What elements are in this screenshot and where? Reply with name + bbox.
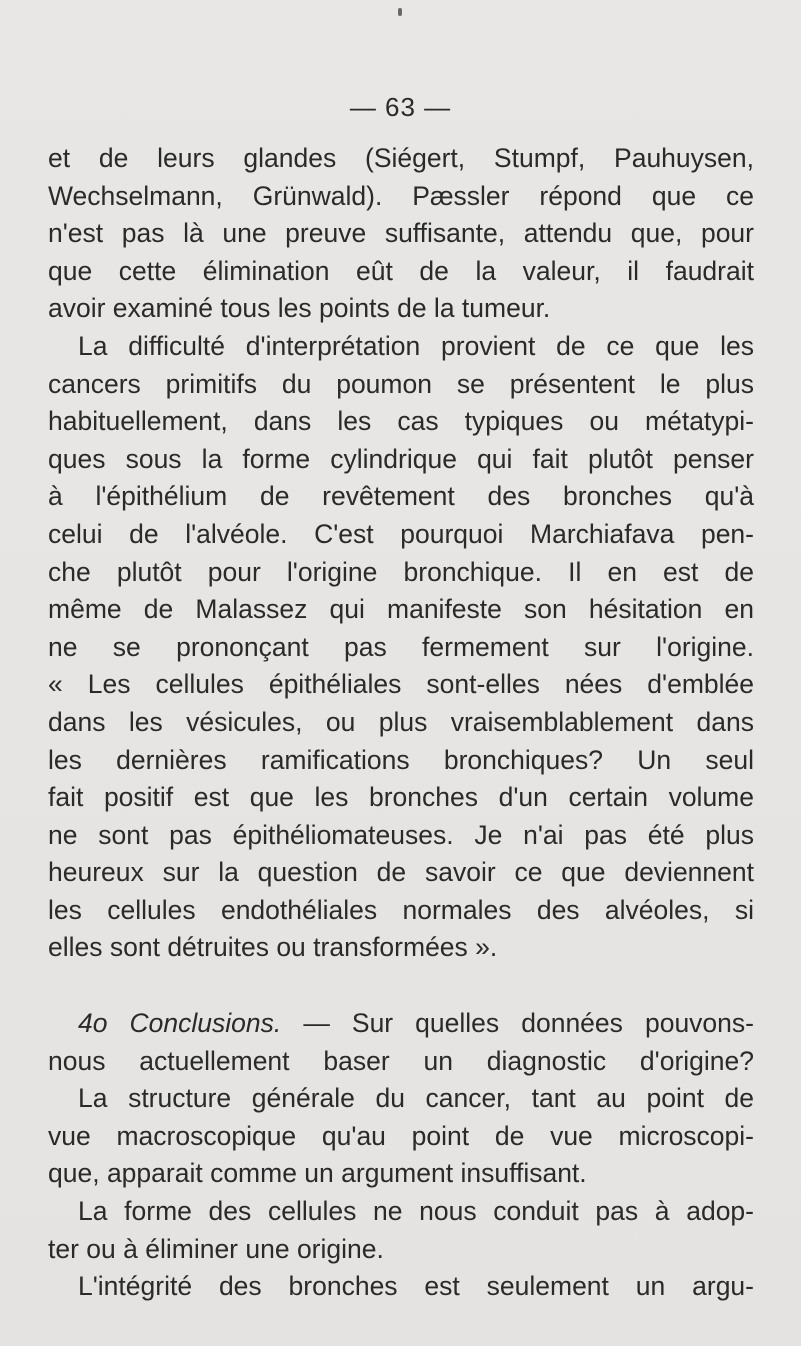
text-line: avoir examiné tous les points de la tumeur. bbox=[48, 293, 551, 324]
text-line: cancers primitifs du poumon se présentent le plus bbox=[48, 368, 754, 399]
body-text bbox=[48, 140, 754, 1306]
text-line: ne se prononçant pas fermement sur l'origine. bbox=[48, 631, 754, 662]
text-line: La forme des cellules ne nous conduit pas à adop- bbox=[78, 1196, 754, 1227]
text-line: que cette élimination eût de la valeur, il faudrait bbox=[48, 255, 754, 286]
text-line: Wechselmann, Grünwald). Pæssler répond que ce bbox=[48, 180, 754, 211]
text-line: et de leurs glandes (Siégert, Stumpf, Pauhuysen, bbox=[48, 143, 754, 173]
text-line: che plutôt pour l'origine bronchique. Il en est de bbox=[48, 556, 754, 587]
text-line: celui de l'alvéole. C'est pourquoi Marchiafava pen- bbox=[48, 518, 754, 549]
text-line: même de Malassez qui manifeste son hésitation en bbox=[48, 594, 754, 625]
text-line: vue macroscopique qu'au point de vue microscopi- bbox=[48, 1120, 754, 1151]
text-line: que, apparait comme un argument insuffisant. bbox=[48, 1158, 587, 1189]
text-line: La structure générale du cancer, tant au point de bbox=[78, 1083, 754, 1114]
text-line: les cellules endothéliales normales des alvéoles, si bbox=[48, 894, 754, 925]
text-line: « Les cellules épithéliales sont-elles nées d'emblée bbox=[48, 669, 754, 700]
section-heading-rest: — Sur quelles données pouvons- bbox=[303, 1008, 754, 1039]
print-speck bbox=[398, 8, 402, 16]
text-line: ter ou à éliminer une origine. bbox=[48, 1233, 384, 1264]
text-line: n'est pas là une preuve suffisante, attendu que, pour bbox=[48, 218, 754, 249]
text-line: heureux sur la question de savoir ce que deviennent bbox=[48, 857, 754, 888]
paragraph-gap bbox=[48, 967, 754, 1005]
text-line: ne sont pas épithéliomateuses. Je n'ai pas été plus bbox=[48, 819, 754, 850]
section-heading-line bbox=[48, 1005, 754, 1043]
paragraph bbox=[48, 140, 754, 328]
paragraph bbox=[48, 328, 754, 967]
text-line: fait positif est que les bronches d'un certain volume bbox=[48, 782, 754, 813]
section-number: 4o bbox=[78, 1008, 108, 1039]
text-line: nous actuellement baser un diagnostic d'origine? bbox=[48, 1045, 754, 1076]
text-line: ques sous la forme cylindrique qui fait plutôt penser bbox=[48, 443, 754, 474]
section-title: Conclusions. bbox=[129, 1008, 282, 1039]
paragraph bbox=[48, 1005, 754, 1306]
text-line: dans les vésicules, ou plus vraisemblablement dans bbox=[48, 706, 754, 737]
text-line: habituellement, dans les cas typiques ou métatypi- bbox=[48, 406, 754, 437]
text-line: La difficulté d'interprétation provient de ce que les bbox=[78, 330, 754, 361]
text-line: à l'épithélium de revêtement des bronches qu'à bbox=[48, 481, 754, 512]
text-line: elles sont détruites ou transformées ». bbox=[48, 932, 498, 963]
text-line: les dernières ramifications bronchiques? Un seul bbox=[48, 744, 754, 775]
page-number: — 63 — bbox=[349, 92, 452, 122]
text-line: L'intégrité des bronches est seulement un argu- bbox=[78, 1271, 754, 1302]
